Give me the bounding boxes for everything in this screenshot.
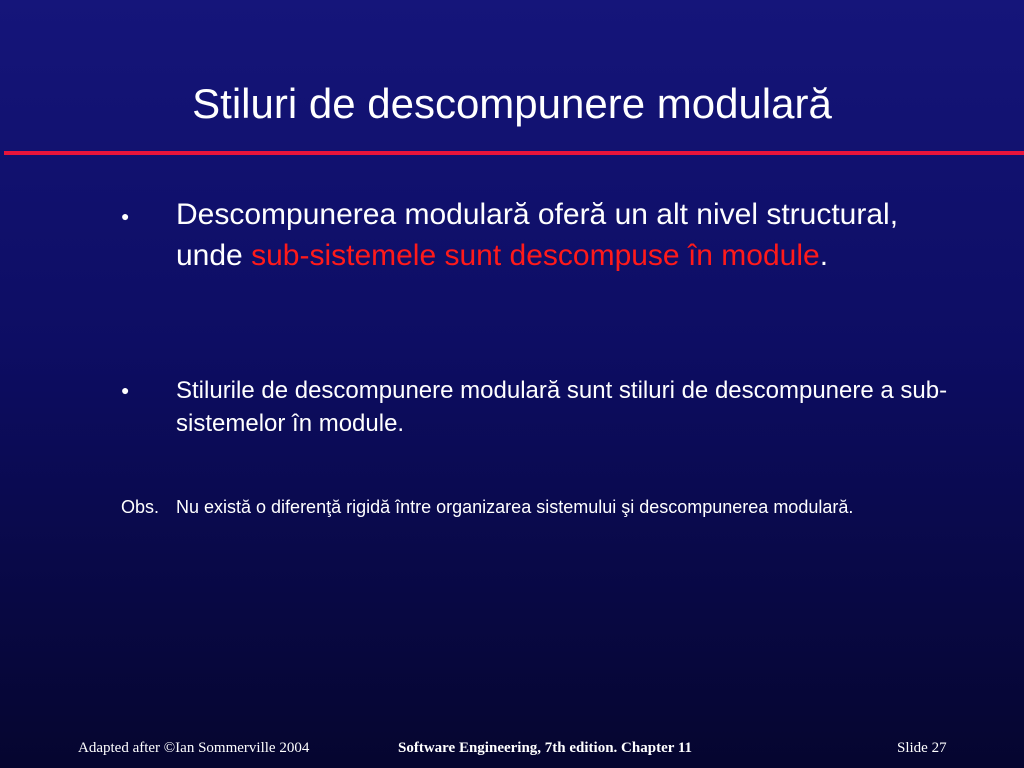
bullet-text: Stilurile de descompunere modulară sunt stiluri de descompunere a sub-sistemelor în module. bbox=[176, 377, 948, 437]
bullet-marker: ● bbox=[121, 382, 130, 398]
bullet-marker: ● bbox=[121, 208, 130, 224]
slide-title: Stiluri de descompunere modulară bbox=[192, 80, 832, 127]
slide-footer bbox=[0, 736, 1024, 760]
footer-attribution: Adapted after ©Ian Sommerville 2004 bbox=[78, 740, 310, 756]
bullet-text bbox=[176, 194, 966, 276]
footer-slide-number: Slide 27 bbox=[897, 740, 947, 756]
observation-label: Obs. bbox=[121, 497, 160, 517]
observation-text: Nu există o diferenţă rigidă între organizarea sistemului şi descompunerea modulară. bbox=[176, 497, 854, 517]
bullet-text-segment: . bbox=[819, 239, 829, 272]
bullet-text-segment: Descompunerea modulară oferă un alt nivel structural, unde bbox=[176, 198, 899, 272]
footer-book-title: Software Engineering, 7th edition. Chapter 11 bbox=[398, 740, 693, 756]
title-divider bbox=[4, 151, 1024, 155]
bullet-highlight-text: sub-sistemele sunt descompuse în module bbox=[251, 239, 820, 272]
